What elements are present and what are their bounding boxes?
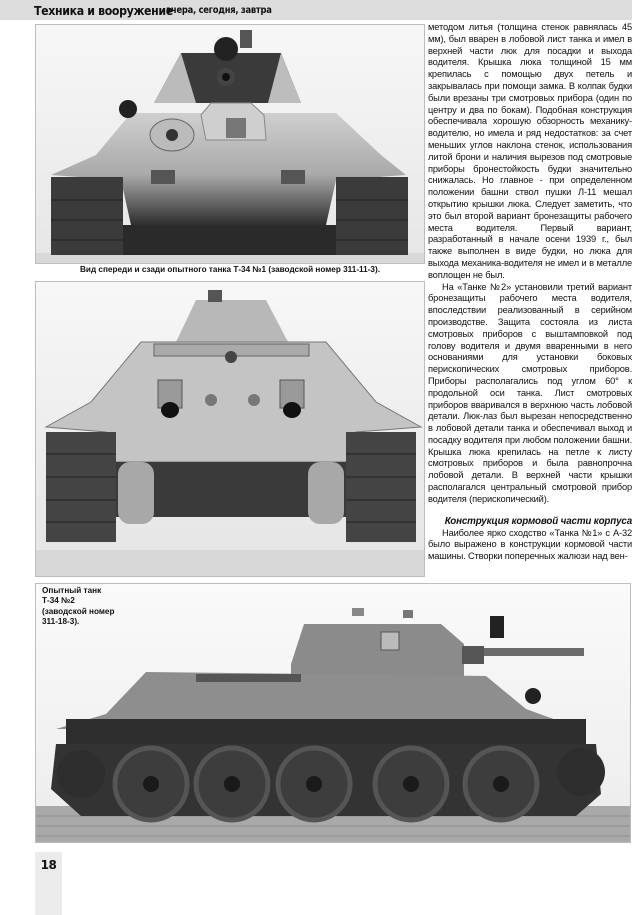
caption-line: Т-34 №2 xyxy=(42,596,75,606)
caption-line: (заводской номер xyxy=(42,606,115,616)
section-subtitle: вчера, сегодня, завтра xyxy=(165,4,272,16)
road-wheels xyxy=(57,748,605,820)
tank-front-photo xyxy=(35,24,425,264)
caption-line: 311-18-3). xyxy=(42,617,80,627)
photo-caption-front-rear: Вид спереди и сзади опытного танка Т-34 №1 (заводской номер 311-11-3). xyxy=(80,265,380,274)
article-paragraph: Наиболее ярко сходство «Танка №1» с А-32 было выражено в конструкции кормовой части машины. Створки поперечных жалюзи над вен- xyxy=(428,527,632,562)
caption-line: Опытный танк xyxy=(42,586,102,595)
article-subheading: Конструкция кормовой части корпуса xyxy=(444,515,632,527)
tank-front-illustration xyxy=(36,25,425,264)
running-header xyxy=(0,0,632,20)
tank-rear-illustration xyxy=(36,282,425,577)
article-text-column xyxy=(428,22,632,563)
page-number-box xyxy=(35,852,62,915)
page-number: 18 xyxy=(40,858,57,872)
section-title: Техника и вооружение xyxy=(34,2,173,18)
article-paragraph: На «Танке №2» установили третий вариант бронезащиты рабочего места водителя, впоследствии реализованный в серийном производстве. Защита состояла из листа смотровых приборов с выштамповкой под голову водителя и двумя вваренными в него основаниями для установки боковых перископических смотровых приборов. Приборы располагались под углом 60° к продольной оси танка. Лист смотровых приборов вваривался в верхнюю часть лобовой детали. Люк-лаз был вырезан непосредственно в лобовой детали танка и обеспечивал выход и посадку водителя при любом положении башни. Крышка люка крепилась на петле к листу смотровых приборов и была равнопрочна лобовой детали. В верхней части крышки располагался центральный смотровой прибор водителя (перископический). xyxy=(428,281,632,504)
photo-caption-side xyxy=(42,586,132,628)
tank-rear-photo xyxy=(35,281,425,577)
article-paragraph: методом литья (толщина стенок равнялась 45 мм), был вварен в лобовой лист танка и имел в верхней части люк для посадки и выхода водителя. Крышка люка толщиной 15 мм крепилась с помощью двух петель и закрывалась при помощи замка. В колпак будки были врезаны три смотровых прибора (один по центру и два по бокам). Подобная конструкция обеспечивала хорошую обзорность механику-водителю, но имела и ряд недостатков: за счет меньших углов наклона стенок, использования литой брони и наличия вырезов под смотровые приборы бронестойкость будки значительно снижалась. Но главное - при определенном положении башни ствол пушки Л-11 мешал открытию крышки люка. Следует заметить, что это был второй вариант бронезащиты рабочего места водителя. Первый вариант, разработанный в начале осени 1939 г., был также выполнен в виде будки, но люка для выхода механика-водителя не имел и в металле воплощен не был. xyxy=(428,22,632,280)
